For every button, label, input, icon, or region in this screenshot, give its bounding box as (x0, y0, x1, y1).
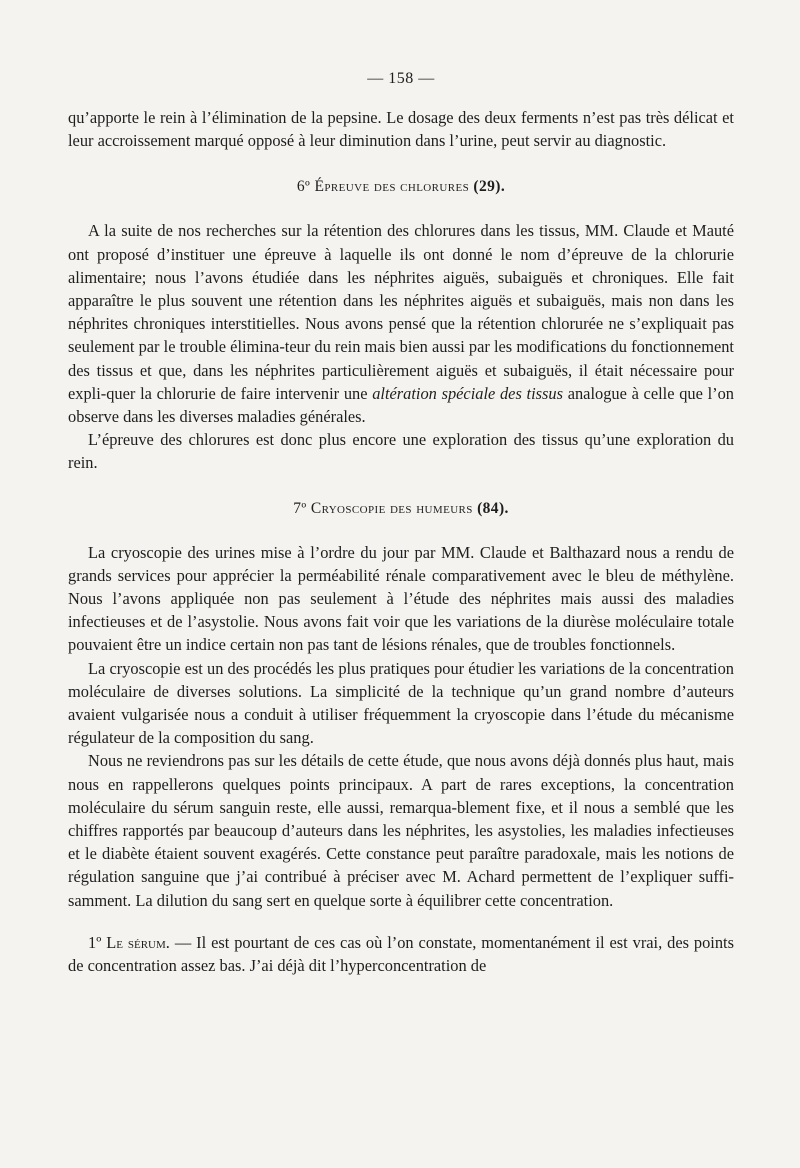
subsection-1-text: — Il est pourtant de ces cas où l’on constate, momentanément il est vrai, des points de concentration assez bas. J’ai déjà dit l’hyperconcentration de (68, 932, 734, 976)
book-page (68, 70, 734, 977)
subsection-1-title: Le sérum. (106, 932, 170, 952)
section-6-heading (68, 175, 734, 198)
section-6-paragraph-2: L’épreuve des chlorures est donc plus encore une exploration des tissus qu’une exploration du rein. (68, 430, 734, 473)
section-6-title: Épreuve des chlorures (314, 178, 470, 196)
section-6-number: 6º (296, 178, 311, 196)
section-7-heading (68, 497, 734, 520)
subsection-1-number: 1º (88, 932, 102, 952)
subsection-1-paragraph (68, 931, 734, 977)
section-7-paragraph-1: La cryoscopie des urines mise à l’ordre du jour par MM. Claude et Balthazard nous a rendu de grands services pour apprécier la perméabilité rénale comparativement avec le bleu de méthylène. Nous l’avons appliquée non pas seulement à l’étude des néphrites mais aussi des maladies infectieuses et de l’asystolie. Nous avons fait voir que les variations de la diurèse moléculaire totale pouvaient être un indice certain non pas tant de lésions rénales, que de troubles fonctionnels. (68, 542, 734, 655)
section-6-paragraph-1-after: analogue à celle que l’on observe dans les diverses maladies générales. (68, 383, 734, 427)
section-7-title: Cryoscopie des humeurs (310, 499, 473, 517)
section-7-paragraph-3: Nous ne reviendrons pas sur les détails de cette étude, que nous avons déjà donnés plus haut, mais nous en rappellerons quelques points principaux. A part de rares exceptions, la concentration moléculaire du sérum sanguin reste, elle aussi, remarqua-blement fixe, et il nous a semblé que les chiffres rapportés par beaucoup d’auteurs dans les néphrites, les asystolies, les maladies infectieuses et le diabète étaient souvent exagérés. Cette constance peut paraître paradoxale, mais les notions de régulation sanguine que j’ai contribué à préciser avec M. Achard permettent de l’expliquer suffi-samment. La dilution du sang sert en quelque sorte à équilibrer cette concentration. (68, 751, 734, 910)
section-6-paragraph-1 (68, 219, 734, 428)
section-6-paragraph-1-before: A la suite de nos recherches sur la rétention des chlorures dans les tissus, MM. Claude et Mauté ont proposé d’instituer une épreuve à laquelle ils ont donné le nom d’épreuve de la chlorurie alimentaire; nous l’avons étudiée dans les néphrites aiguës, subaiguës et chroniques. Elle fait apparaître le plus souvent une rétention dans les néphrites aiguës et subaiguës, mais non dans les néphrites chroniques interstitielles. Nous avons pensé que la rétention chlorurée ne s’expliquait pas seulement par le trouble élimina-teur du rein mais bien aussi par les modifications du fonctionnement des tissus et que, dans les néphrites particulièrement aiguës et subaiguës, il était nécessaire pour expli-quer la chlorurie de faire intervenir une (68, 221, 734, 403)
section-7-paragraph-2: La cryoscopie est un des procédés les plus pratiques pour étudier les variations de la concentration moléculaire de diverses solutions. La simplicité de la technique qu’un grand nombre d’auteurs avaient vulgarisée nous a conduit à utiliser fréquemment la cryoscopie dans l’étude du mécanisme régulateur de la composition du sang. (68, 658, 734, 748)
section-6-emphasis: altération spéciale des tissus (372, 383, 563, 403)
page-number: — 158 — (367, 70, 435, 87)
section-7-ref: (84). (477, 499, 509, 517)
paragraph-continuation: qu’apporte le rein à l’élimination de la pepsine. Le dosage des deux ferments n’est pas très délicat et leur accroissement marqué opposé à leur diminution dans l’urine, peut servir au diagnostic. (68, 108, 734, 151)
section-6-ref: (29). (473, 178, 506, 196)
section-7-number: 7º (293, 499, 307, 517)
